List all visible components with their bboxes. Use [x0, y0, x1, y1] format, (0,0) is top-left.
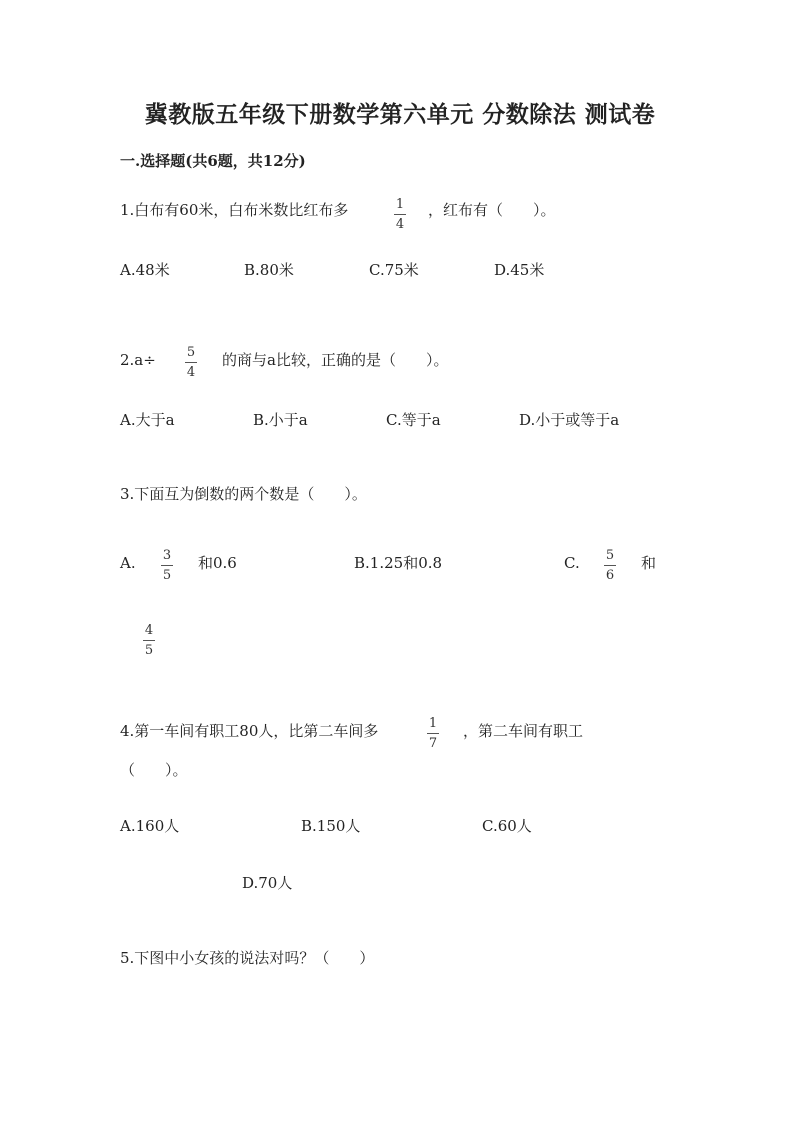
fraction-numerator: 5 — [605, 548, 615, 563]
fraction-denominator: 7 — [428, 736, 438, 751]
question-3-option-b[interactable]: B.1.25和0.8 — [354, 554, 443, 572]
fraction-bar — [161, 565, 173, 566]
question-2-option-b[interactable]: B.小于a — [253, 411, 308, 429]
question-3-option-a-tail: 和0.6 — [198, 554, 237, 572]
page-title: 冀教版五年级下册数学第六单元 分数除法 测试卷 — [144, 101, 656, 128]
question-3-option-c-tail: 和 — [641, 554, 657, 572]
question-4-option-c[interactable]: C.60人 — [482, 817, 532, 835]
question-2-option-d[interactable]: D.小于或等于a — [519, 411, 620, 429]
fraction-denominator: 6 — [605, 568, 615, 583]
fraction-numerator: 5 — [186, 345, 196, 360]
question-3-option-a-fraction — [161, 548, 173, 583]
fraction-numerator: 3 — [162, 548, 172, 563]
question-4-fraction — [427, 716, 439, 751]
fraction-numerator: 4 — [144, 623, 154, 638]
fraction-bar — [427, 733, 439, 734]
fraction-bar — [185, 362, 197, 363]
fraction-denominator: 4 — [186, 365, 196, 380]
question-1-option-b[interactable]: B.80米 — [244, 261, 294, 279]
fraction-denominator: 5 — [162, 568, 172, 583]
question-4-option-b[interactable]: B.150人 — [301, 817, 361, 835]
question-2-fraction — [185, 345, 197, 380]
fraction-numerator: 1 — [395, 197, 405, 212]
fraction-denominator: 5 — [144, 643, 154, 658]
question-5-text: 5.下图中小女孩的说法对吗？（ ） — [120, 949, 375, 967]
question-1-text-tail: ，红布有（ ）。 — [428, 201, 556, 219]
question-3-option-c-fraction-2 — [143, 623, 155, 658]
fraction-bar — [394, 214, 406, 215]
question-1-option-c[interactable]: C.75米 — [369, 261, 419, 279]
fraction-bar — [143, 640, 155, 641]
question-4-text-tail: （ ）。 — [120, 761, 188, 779]
question-2-text: 2.a÷ — [120, 351, 156, 369]
section-heading: 一.选择题(共6题，共12分) — [120, 152, 306, 170]
question-4-option-a[interactable]: A.160人 — [120, 817, 180, 835]
fraction-numerator: 1 — [428, 716, 438, 731]
question-1-text: 1.白布有60米，白布米数比红布多 — [120, 201, 349, 219]
question-3-text: 3.下面互为倒数的两个数是（ ）。 — [120, 485, 367, 503]
question-4-text: 4.第一车间有职工80人，比第二车间多 — [120, 722, 379, 740]
fraction-bar — [604, 565, 616, 566]
question-4-text-mid: ，第二车间有职工 — [463, 722, 584, 740]
question-2-option-c[interactable]: C.等于a — [386, 411, 441, 429]
question-1-option-d[interactable]: D.45米 — [494, 261, 545, 279]
question-3-option-c-fraction — [604, 548, 616, 583]
question-2-text-tail: 的商与a比较，正确的是（ ）。 — [222, 351, 449, 369]
fraction-denominator: 4 — [395, 217, 405, 232]
question-3-option-a-label[interactable]: A. — [120, 554, 136, 572]
question-1-option-a[interactable]: A.48米 — [120, 261, 170, 279]
question-1-fraction — [394, 197, 406, 232]
question-2-option-a[interactable]: A.大于a — [120, 411, 175, 429]
question-3-option-c-label[interactable]: C. — [564, 554, 580, 572]
question-4-option-d[interactable]: D.70人 — [242, 874, 293, 892]
